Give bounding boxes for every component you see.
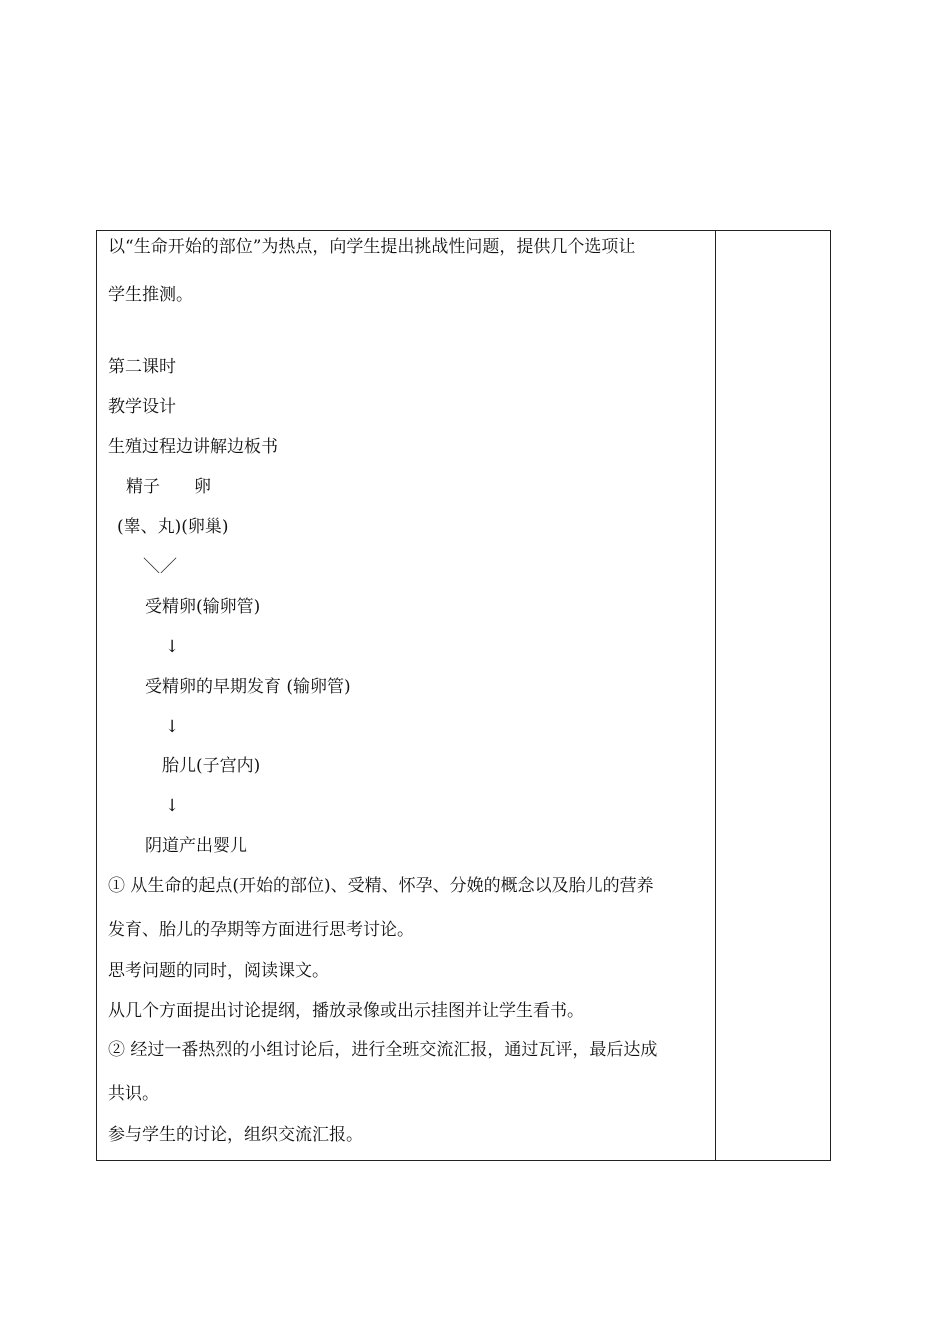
flow-birth: 阴道产出婴儿 bbox=[145, 836, 247, 856]
flow-arrow-3: ↓ bbox=[165, 796, 180, 816]
flow-fetus: 胎儿(子宫内) bbox=[162, 756, 261, 776]
para4-line-1: ② 经过一番热烈的小组讨论后，进行全班交流汇报，通过瓦评，最后达成 bbox=[108, 1040, 658, 1060]
flow-origins: (睾、丸)(卵巢) bbox=[117, 517, 229, 537]
flow-zygote: 受精卵(输卵管) bbox=[145, 597, 261, 617]
flow-arrow-2: ↓ bbox=[165, 717, 180, 737]
para1-line-1: ① 从生命的起点(开始的部位)、受精、怀孕、分娩的概念以及胎儿的营养 bbox=[108, 876, 654, 896]
para1-line-2: 发育、胎儿的孕期等方面进行思考讨论。 bbox=[108, 920, 414, 940]
design-title: 教学设计 bbox=[108, 397, 176, 417]
intro-line-2: 学生推测。 bbox=[108, 285, 193, 305]
flow-sperm-egg: 精子 卵 bbox=[126, 477, 211, 497]
flow-early-development: 受精卵的早期发育 (输卵管) bbox=[145, 677, 351, 697]
flow-arrow-1: ↓ bbox=[165, 637, 180, 657]
lesson-plan-table bbox=[96, 230, 831, 1161]
intro-line-1: 以“生命开始的部位”为热点，向学生提出挑战性问题，提供几个选项让 bbox=[108, 237, 636, 257]
para4-line-2: 共识。 bbox=[108, 1084, 159, 1104]
notes-cell bbox=[716, 231, 830, 1160]
para2: 思考问题的同时，阅读课文。 bbox=[108, 961, 329, 981]
board-title: 生殖过程边讲解边板书 bbox=[108, 437, 278, 457]
lesson-title: 第二课时 bbox=[108, 357, 176, 377]
para3: 从几个方面提出讨论提纲，播放录像或出示挂图并让学生看书。 bbox=[108, 1001, 584, 1021]
para5: 参与学生的讨论，组织交流汇报。 bbox=[108, 1125, 363, 1145]
flow-merge: ＼／ bbox=[143, 557, 177, 577]
